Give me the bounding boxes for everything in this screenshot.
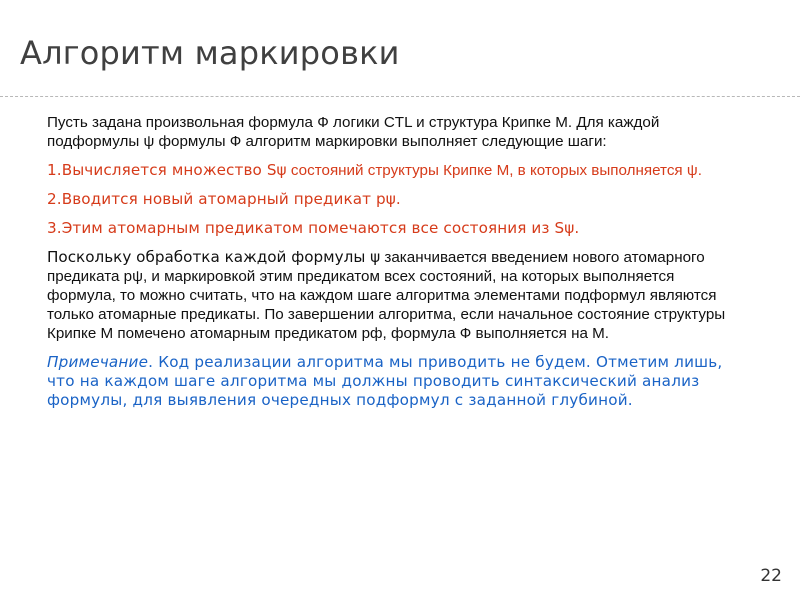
summary-rest: заканчивается введением нового атомарного предиката рψ, и маркировкой этим предикатом всех состояний, на которых выполняется формула, то можно считать, что на каждом шаге алгоритма элементами подформул являются только атомарные предикаты. По завершении алгоритма, если начальное состояние структуры Крипке M помечено атомарным предикатом рф, формула Ф выполняется на M. xyxy=(47,249,726,342)
intro-paragraph: Пусть задана произвольная формула Ф логики CTL и структура Крипке M. Для каждой подформулы ψ формулы Ф алгоритм маркировки выполняет следующие шаги: xyxy=(47,114,660,150)
step-3 xyxy=(47,219,747,238)
slide-content xyxy=(47,113,747,420)
note-paragraph xyxy=(47,353,747,410)
step-1-lead: 1.Вычисляется множество Sψ xyxy=(47,161,287,179)
step-3-lead: 3.Этим атомарным предикатом помечаются все состояния из Sψ. xyxy=(47,219,580,237)
summary-paragraph xyxy=(47,248,747,343)
step-2 xyxy=(47,190,747,209)
page-number: 22 xyxy=(760,566,782,586)
note-label: Примечание xyxy=(47,353,149,371)
step-2-lead: 2.Вводится новый атомарный предикат рψ. xyxy=(47,190,401,208)
step-1-rest: состояний структуры Крипке M, в которых выполняется ψ. xyxy=(286,162,702,179)
slide-title: Алгоритм маркировки xyxy=(20,34,400,72)
summary-lead: Поскольку обработка каждой формулы ψ xyxy=(47,248,381,266)
note-text: . Код реализации алгоритма мы приводить не будем. Отметим лишь, что на каждом шаге алгоритма мы должны проводить синтаксический анализ формулы, для выявления очередных подформул с заданной глубиной. xyxy=(47,353,723,409)
step-1 xyxy=(47,161,747,180)
title-divider xyxy=(0,96,800,97)
